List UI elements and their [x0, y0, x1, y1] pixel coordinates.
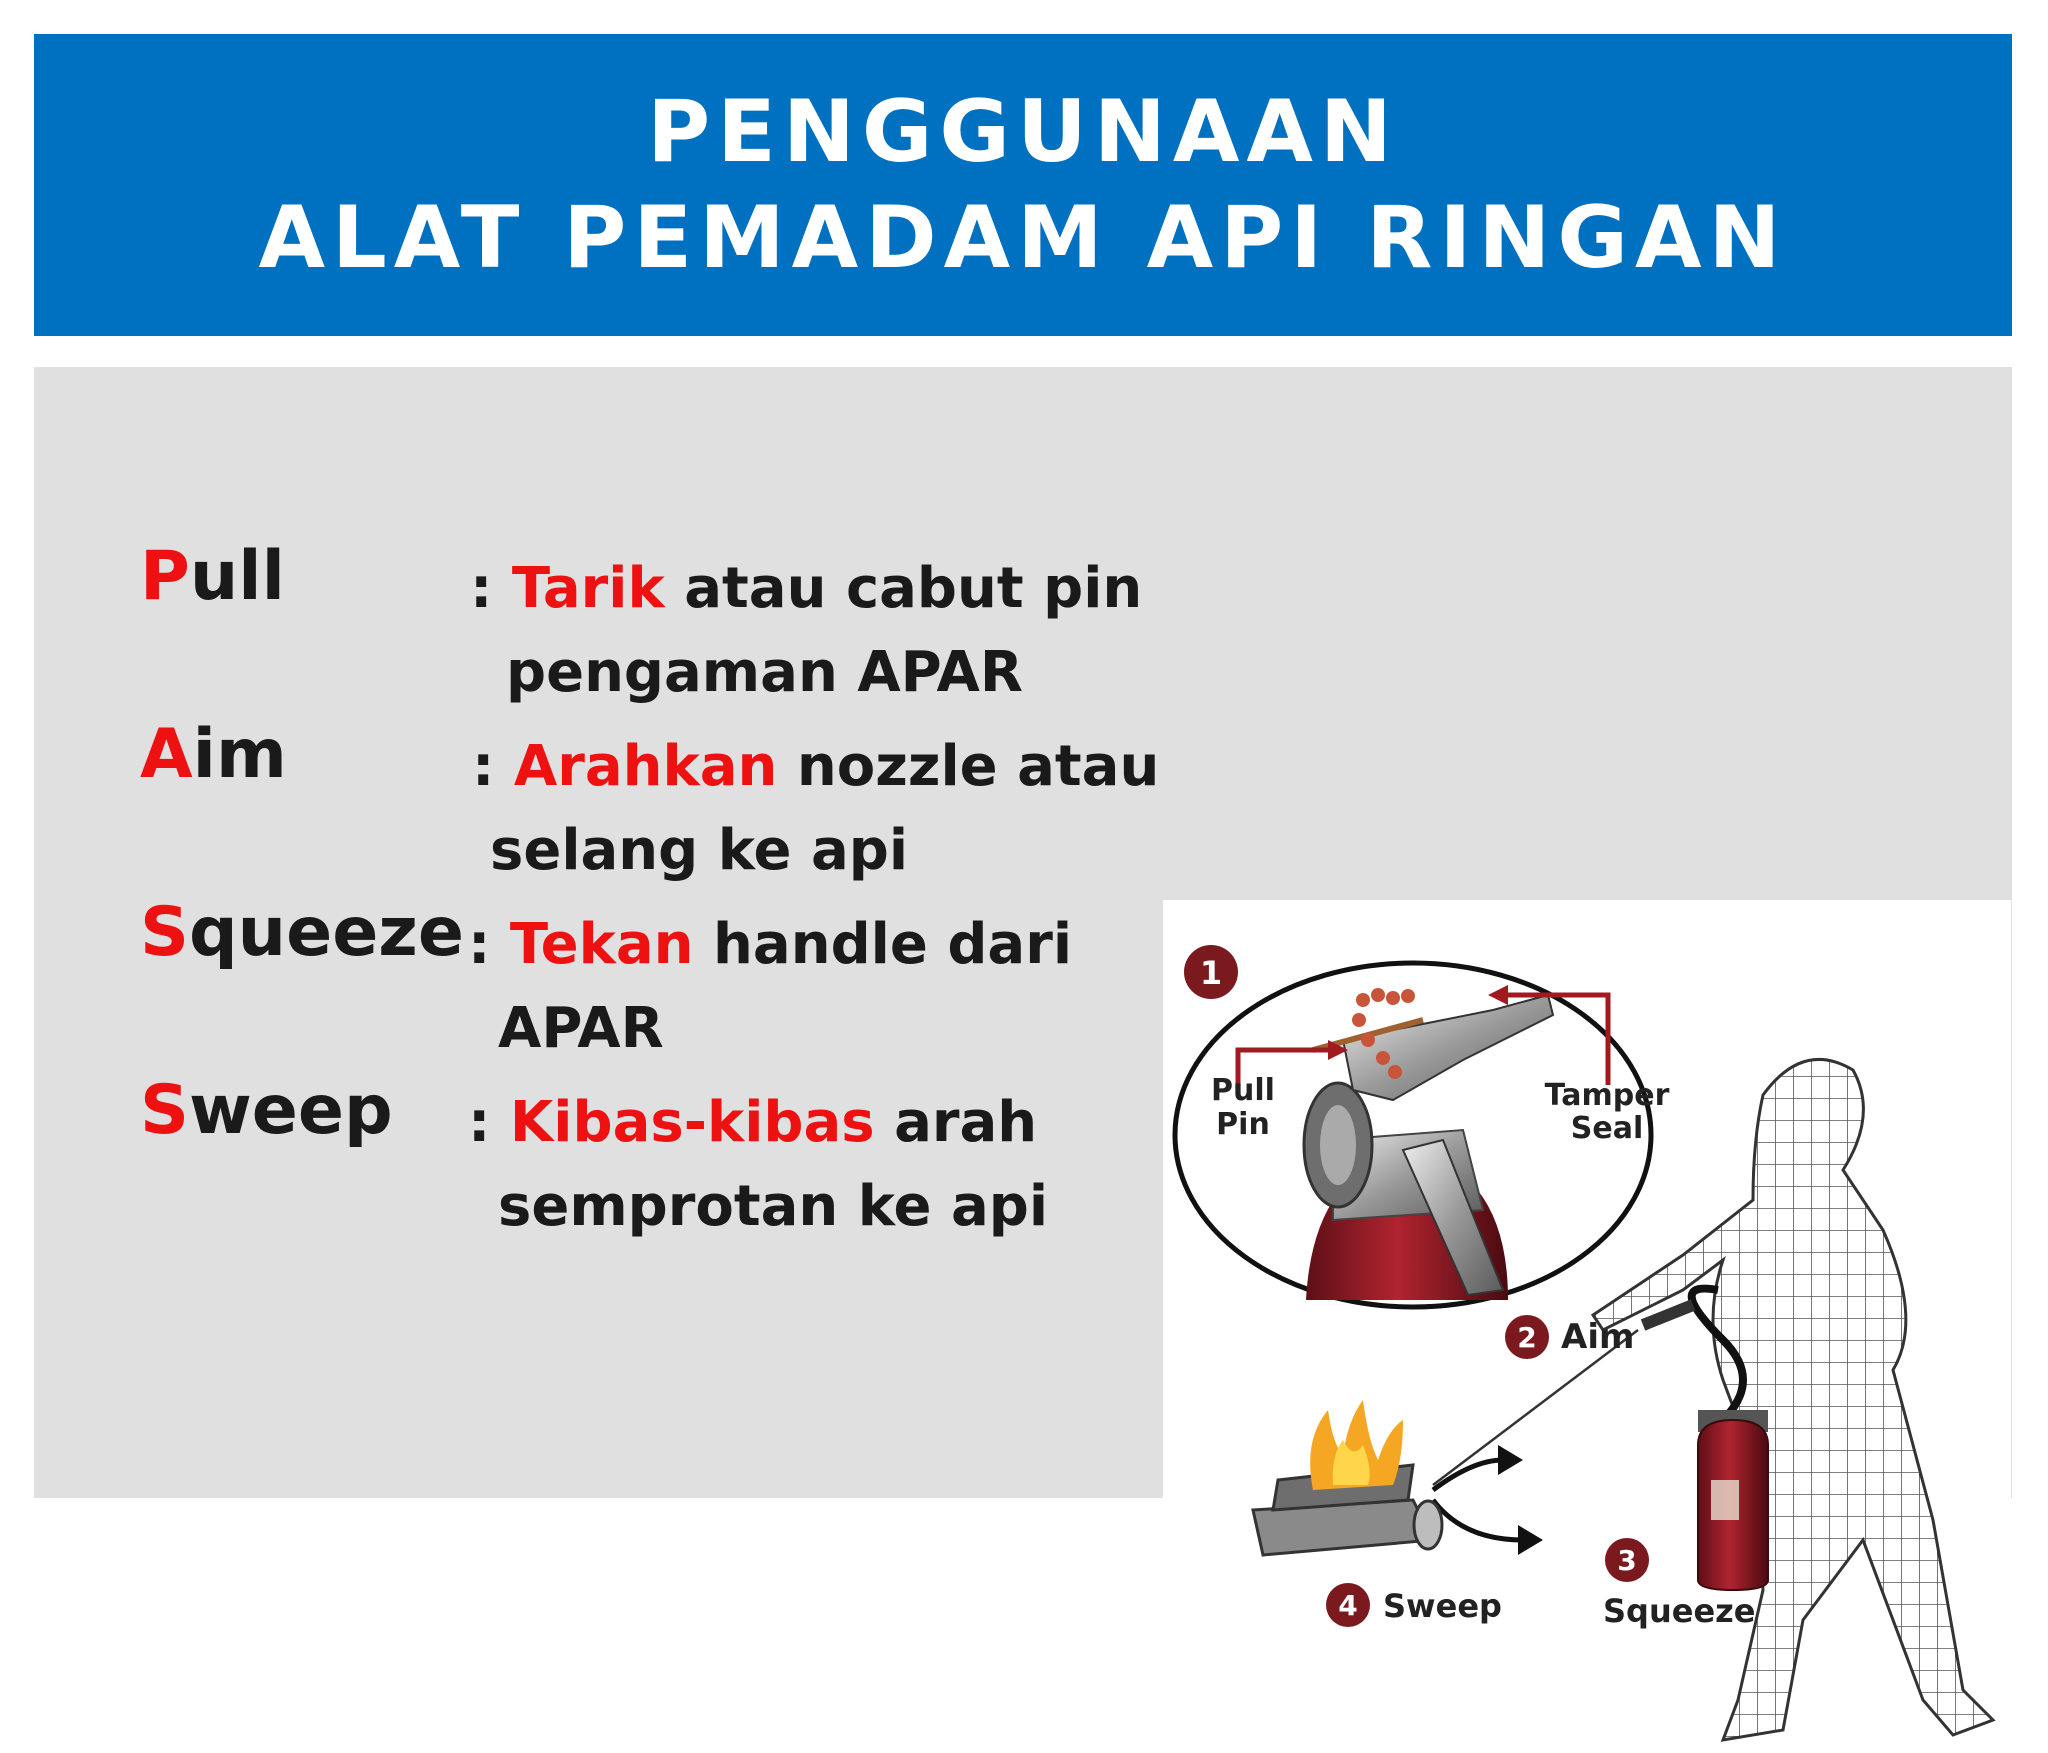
tamper-seal-label-2: Seal: [1570, 1111, 1644, 1146]
step-aim: [140, 715, 1160, 893]
step-pull-rest: ull: [189, 537, 285, 616]
step-aim-separator: :: [472, 734, 495, 799]
step-sweep-description: [468, 1081, 1048, 1249]
step-sweep-title: [140, 1071, 393, 1150]
step-sweep-separator: :: [468, 1090, 491, 1155]
extinguisher-nozzle: [1643, 1305, 1693, 1325]
step-aim-verb: Arahkan: [513, 734, 778, 799]
step-pull-title: [140, 537, 285, 616]
sweep-label: Sweep: [1383, 1587, 1502, 1625]
squeeze-label: Squeeze: [1603, 1592, 1756, 1630]
step-squeeze-continuation: APAR: [498, 996, 664, 1061]
step-aim-initial: A: [140, 715, 193, 794]
step-sweep-text: arah: [874, 1090, 1038, 1155]
step-pull-verb: Tarik: [511, 556, 665, 621]
step-2-number: 2: [1517, 1321, 1537, 1354]
step-sweep-rest: weep: [188, 1071, 393, 1150]
aim-label: Aim: [1561, 1317, 1635, 1357]
step-pull-description: [470, 547, 1142, 715]
step-sweep-verb: Kibas-kibas: [509, 1090, 875, 1155]
step-4-number: 4: [1338, 1589, 1358, 1622]
step-squeeze-text: handle dari: [693, 912, 1073, 977]
step-squeeze: [140, 893, 1140, 1071]
step-pull-separator: :: [470, 556, 493, 621]
step-squeeze-separator: :: [468, 912, 491, 977]
tamper-seal-label-1: Tamper: [1544, 1078, 1670, 1113]
step-sweep-initial: S: [140, 1071, 189, 1150]
step-3-number: 3: [1617, 1544, 1637, 1577]
step-pull-initial: P: [140, 537, 190, 616]
step-squeeze-title: [140, 893, 464, 972]
step-pull: [140, 537, 1143, 715]
step-sweep: [140, 1071, 1140, 1249]
step-aim-text: nozzle atau: [777, 734, 1160, 799]
step-squeeze-description: [468, 903, 1072, 1071]
step-squeeze-initial: S: [140, 893, 189, 972]
pull-pin-label-2: Pin: [1216, 1107, 1270, 1142]
pass-steps-list: [140, 537, 1160, 1239]
step-sweep-continuation: semprotan ke api: [498, 1174, 1049, 1239]
step-aim-continuation: selang ke api: [490, 818, 909, 883]
step-pull-continuation: pengaman APAR: [506, 640, 1024, 705]
step-aim-title: [140, 715, 287, 794]
extinguisher-cylinder: [1698, 1410, 1768, 1590]
extinguisher-diagram: [1163, 900, 2011, 1753]
operator-figure: [1593, 1059, 1993, 1740]
sweep-arrow-up: [1433, 1460, 1503, 1490]
step-aim-rest: im: [192, 715, 287, 794]
title-banner: [34, 34, 2012, 336]
content-panel: [34, 367, 2012, 1630]
sweep-arrow-down: [1433, 1500, 1523, 1540]
pull-pin-label-1: Pull: [1211, 1073, 1275, 1108]
campfire: [1253, 1400, 1442, 1555]
title-line-1: PENGGUNAAN: [647, 82, 1399, 182]
step-pull-text: atau cabut pin: [664, 556, 1143, 621]
title-line-2: ALAT PEMADAM API RINGAN: [258, 188, 1788, 288]
step-1-number: 1: [1199, 954, 1223, 992]
extinguisher-illustration: [1163, 900, 2011, 1753]
step-aim-description: [472, 725, 1159, 893]
step-squeeze-verb: Tekan: [509, 912, 694, 977]
step-squeeze-rest: queeze: [188, 893, 465, 972]
